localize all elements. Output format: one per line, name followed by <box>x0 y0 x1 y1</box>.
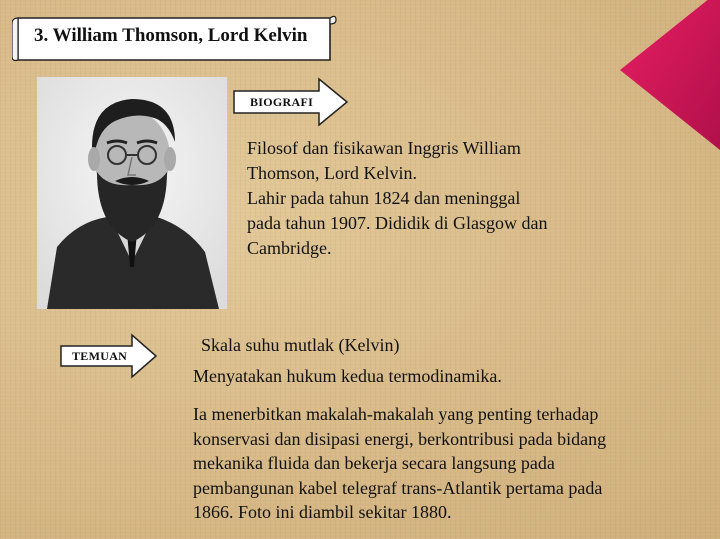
biography-line: pada tahun 1907. Dididik di Glasgow dan <box>247 213 548 233</box>
finding-line: mekanika fluida dan bekerja secara langsung pada <box>193 453 555 473</box>
temuan-arrow <box>60 333 158 379</box>
biography-line: Lahir pada tahun 1824 dan meninggal <box>247 188 521 208</box>
finding-line: Ia menerbitkan makalah-makalah yang penting terhadap <box>193 404 599 424</box>
finding-item: Skala suhu mutlak (Kelvin) <box>201 335 400 355</box>
biografi-arrow <box>233 77 349 127</box>
biography-line: Thomson, Lord Kelvin. <box>247 163 417 183</box>
finding-item: Menyatakan hukum kedua termodinamika. <box>193 366 502 386</box>
temuan-label: TEMUAN <box>72 349 128 363</box>
biography-line: Filosof dan fisikawan Inggris William <box>247 138 521 158</box>
biografi-label: BIOGRAFI <box>250 95 314 109</box>
portrait-photo <box>37 77 227 309</box>
corner-decoration <box>610 0 720 150</box>
biography-text <box>247 136 607 261</box>
biography-line: Cambridge. <box>247 238 332 258</box>
finding-line: 1866. Foto ini diambil sekitar 1880. <box>193 502 452 522</box>
finding-line: pembangunan kabel telegraf trans-Atlantik pertama pada <box>193 477 603 498</box>
finding-paragraph <box>193 402 693 525</box>
title-banner <box>12 14 334 58</box>
finding-line: konservasi dan disipasi energi, berkontribusi pada bidang <box>193 428 607 449</box>
page-title: 3. William Thomson, Lord Kelvin <box>34 25 308 46</box>
